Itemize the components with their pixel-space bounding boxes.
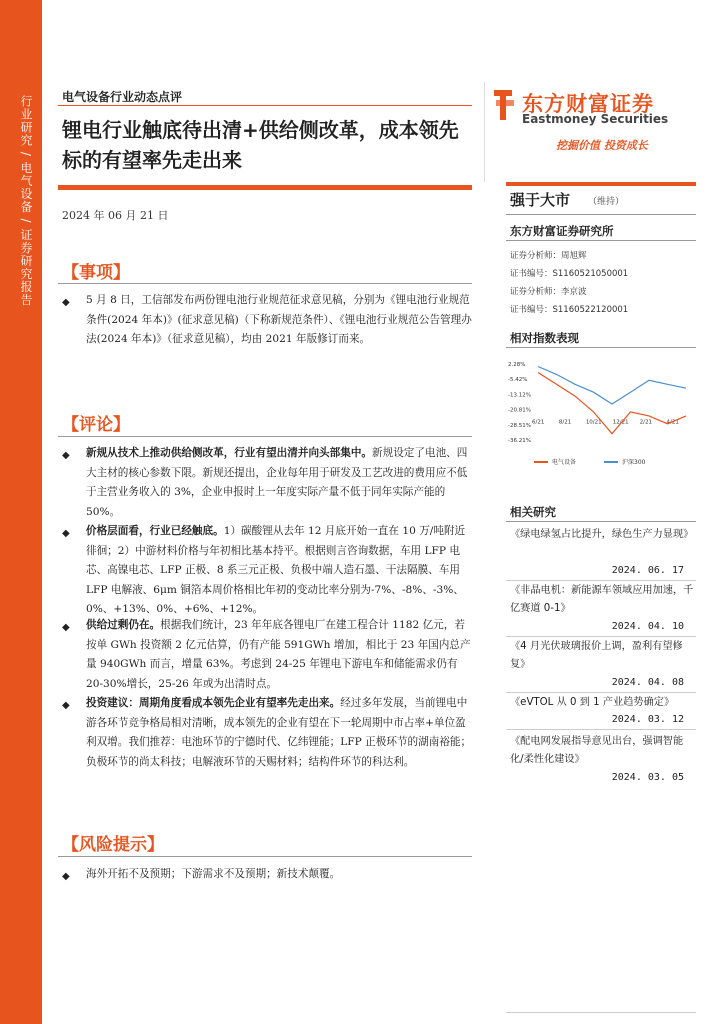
- comment-divider: [58, 436, 472, 437]
- slogan: 挖掘价值 投资成长: [556, 139, 648, 152]
- institute-name: 东方财富证券研究所: [510, 224, 614, 238]
- related-item-date: 2024. 03. 05: [611, 772, 684, 783]
- logo-divider: [484, 82, 485, 182]
- related-item-title[interactable]: 《eVTOL 从 0 到 1 产业趋势确定》: [510, 697, 675, 708]
- institute-divider: [506, 240, 696, 241]
- x-tick-label: 6/21: [532, 419, 545, 426]
- related-item-title[interactable]: 《配电网发展指导意见出台，强调智能化/柔性化建设》: [510, 736, 684, 765]
- related-separator: [506, 729, 696, 730]
- page-title: 锂电行业触底待出清+供给侧改革，成本领先标的有望率先走出来: [62, 118, 459, 172]
- x-tick-label: 2/21: [639, 419, 652, 426]
- related-item-title[interactable]: 《4 月光伏玻璃报价上调，盈利有望修复》: [510, 641, 683, 670]
- event-divider: [58, 283, 472, 284]
- comment-lead: 新规从技术上推动供给侧改革，行业有望出清并向头部集中。: [86, 447, 373, 459]
- rating-divider: [506, 214, 696, 215]
- analyst-line: 证书编号：S1160522120001: [510, 305, 629, 315]
- chart-title: 相对指数表现: [510, 331, 579, 345]
- sector-label: 电气设备行业动态点评: [62, 90, 183, 104]
- right-bottom-rule: [506, 1012, 696, 1013]
- legend-label: 电气设备: [552, 459, 577, 466]
- comment-lead: 供给过剩仍在。: [86, 619, 161, 631]
- x-tick-label: 4/21: [666, 419, 679, 426]
- diamond-bullet-icon: ◆: [62, 622, 70, 633]
- title-rule-bottom: [58, 185, 472, 190]
- x-tick-label: 12/21: [612, 419, 629, 426]
- y-tick-label: -36.21%: [508, 438, 531, 444]
- y-tick-label: -20.81%: [508, 407, 531, 414]
- legend-label: 沪深300: [622, 459, 646, 466]
- risk-divider: [58, 856, 472, 857]
- related-separator: [506, 636, 696, 637]
- diamond-bullet-icon: ◆: [62, 700, 70, 711]
- relative-performance-chart: [506, 356, 696, 476]
- x-tick-label: 10/21: [585, 419, 602, 426]
- related-item-title[interactable]: 《绿电绿氢占比提升，绿色生产力显现》: [510, 529, 694, 540]
- logo-text-cn: 东方财富证券: [522, 92, 654, 116]
- risk-text: 海外开拓不及预期；下游需求不及预期；新技术颠覆。: [86, 868, 341, 880]
- y-tick-label: -5.42%: [508, 377, 528, 384]
- comment-body: 新规设定了电池、四大主材的核心参数下限。新规还提出，企业每年用于研发及工艺改进的费用应不低于主营业务收入的 3%，企业申报时上一年度实际产量不低于同年实际产能的 50%。: [86, 447, 468, 518]
- related-item-date: 2024. 04. 08: [611, 677, 684, 688]
- x-tick-label: 8/21: [558, 419, 572, 426]
- rating-label: 强于大市: [510, 191, 571, 209]
- related-separator: [506, 580, 696, 581]
- comment-body: 经过多年发展，当前锂电中游各环节竞争格局相对清晰，成本领先的企业有望在下一轮周期中市占率+单位盈利双增。我们推荐：电池环节的宁德时代、亿纬锂能；LFP 正极环节的湖南裕能；负极环节的尚太科技；电解液环节的天赐材料；结构件环节的科达利。: [86, 697, 472, 768]
- analyst-line: 证书编号：S1160521050001: [510, 269, 629, 279]
- diamond-bullet-icon: ◆: [62, 297, 70, 308]
- series-line: [538, 367, 686, 405]
- comment-lead: 价格层面看，行业已经触底。: [86, 525, 224, 537]
- comment-paragraph: [86, 694, 472, 772]
- y-tick-label: -13.12%: [508, 392, 531, 399]
- comment-body: 根据我们统计，23 年年底各锂电厂在建工程合计 1182 亿元，若按单 GWh 投资额 2 亿元估算，仍有产能 591GWh 增加，相比于 23 年国内总产量 940GWh 而言，增量 63%。考虑到 24-25 年锂电下游电车和储能需求仍有 20-30%增长，25-26 年或为出清时点。: [86, 619, 471, 690]
- y-tick-label: 2.28%: [508, 362, 526, 368]
- rating-note: （维持）: [588, 197, 625, 207]
- analyst-line: 证券分析师：周旭辉: [510, 251, 587, 261]
- related-separator: [506, 692, 696, 693]
- chart-divider: [506, 347, 696, 348]
- event-heading: 【事项】: [62, 263, 130, 283]
- related-title: 相关研究: [510, 505, 556, 519]
- comment-paragraph: [86, 616, 472, 694]
- diamond-bullet-icon: ◆: [62, 871, 70, 882]
- related-item-date: 2024. 06. 17: [611, 565, 684, 576]
- related-item-date: 2024. 03. 12: [611, 714, 684, 725]
- logo-text-en: Eastmoney Securities: [522, 112, 669, 126]
- side-band-text: 行业研究 / 电气设备 / 证券研究报告: [19, 95, 33, 307]
- report-date: 2024 年 06 月 21 日: [62, 209, 169, 222]
- comment-body: 1）碳酸锂从去年 12 月底开始一直在 10 万/吨附近徘徊；2）中游材料价格与年初相比基本持平。根据则言咨询数据，车用 LFP 电芯、高镍电芯、LFP 正极、8 系三元正极、负极中端人造石墨、干法隔膜、车用 LFP 电解液、6μm 铜箔本周价格相比年初的变动比率分别为-7%、-8%、-3%、0%、+13%、0%、+6%、+12%。: [86, 525, 466, 616]
- title-rule-top: [58, 105, 472, 106]
- comment-paragraph: [86, 522, 472, 620]
- y-tick-label: -28.51%: [508, 422, 531, 429]
- event-text: 5 月 8 日，工信部发布两份锂电池行业规范征求意见稿，分别为《锂电池行业规范条件(2024 年本)》(征求意见稿)（下称新规范条件）、《锂电池行业规范公告管理办法(2024 年本)》（征求意见稿），均由 2021 年版修订而来。: [86, 294, 472, 346]
- rating-rule: [506, 182, 696, 186]
- diamond-bullet-icon: ◆: [62, 450, 70, 461]
- related-item-title[interactable]: 《非晶电机：新能源车领域应用加速，千亿赛道 0-1》: [510, 585, 694, 614]
- risk-heading: 【风险提示】: [62, 835, 164, 855]
- related-divider: [506, 521, 696, 522]
- comment-paragraph: [86, 444, 472, 522]
- diamond-bullet-icon: ◆: [62, 528, 70, 539]
- comment-heading: 【评论】: [62, 415, 130, 435]
- analyst-line: 证券分析师：李京波: [510, 287, 587, 297]
- related-item-date: 2024. 04. 10: [611, 621, 684, 632]
- comment-lead: 投资建议：周期角度看成本领先企业有望率先走出来。: [86, 697, 341, 709]
